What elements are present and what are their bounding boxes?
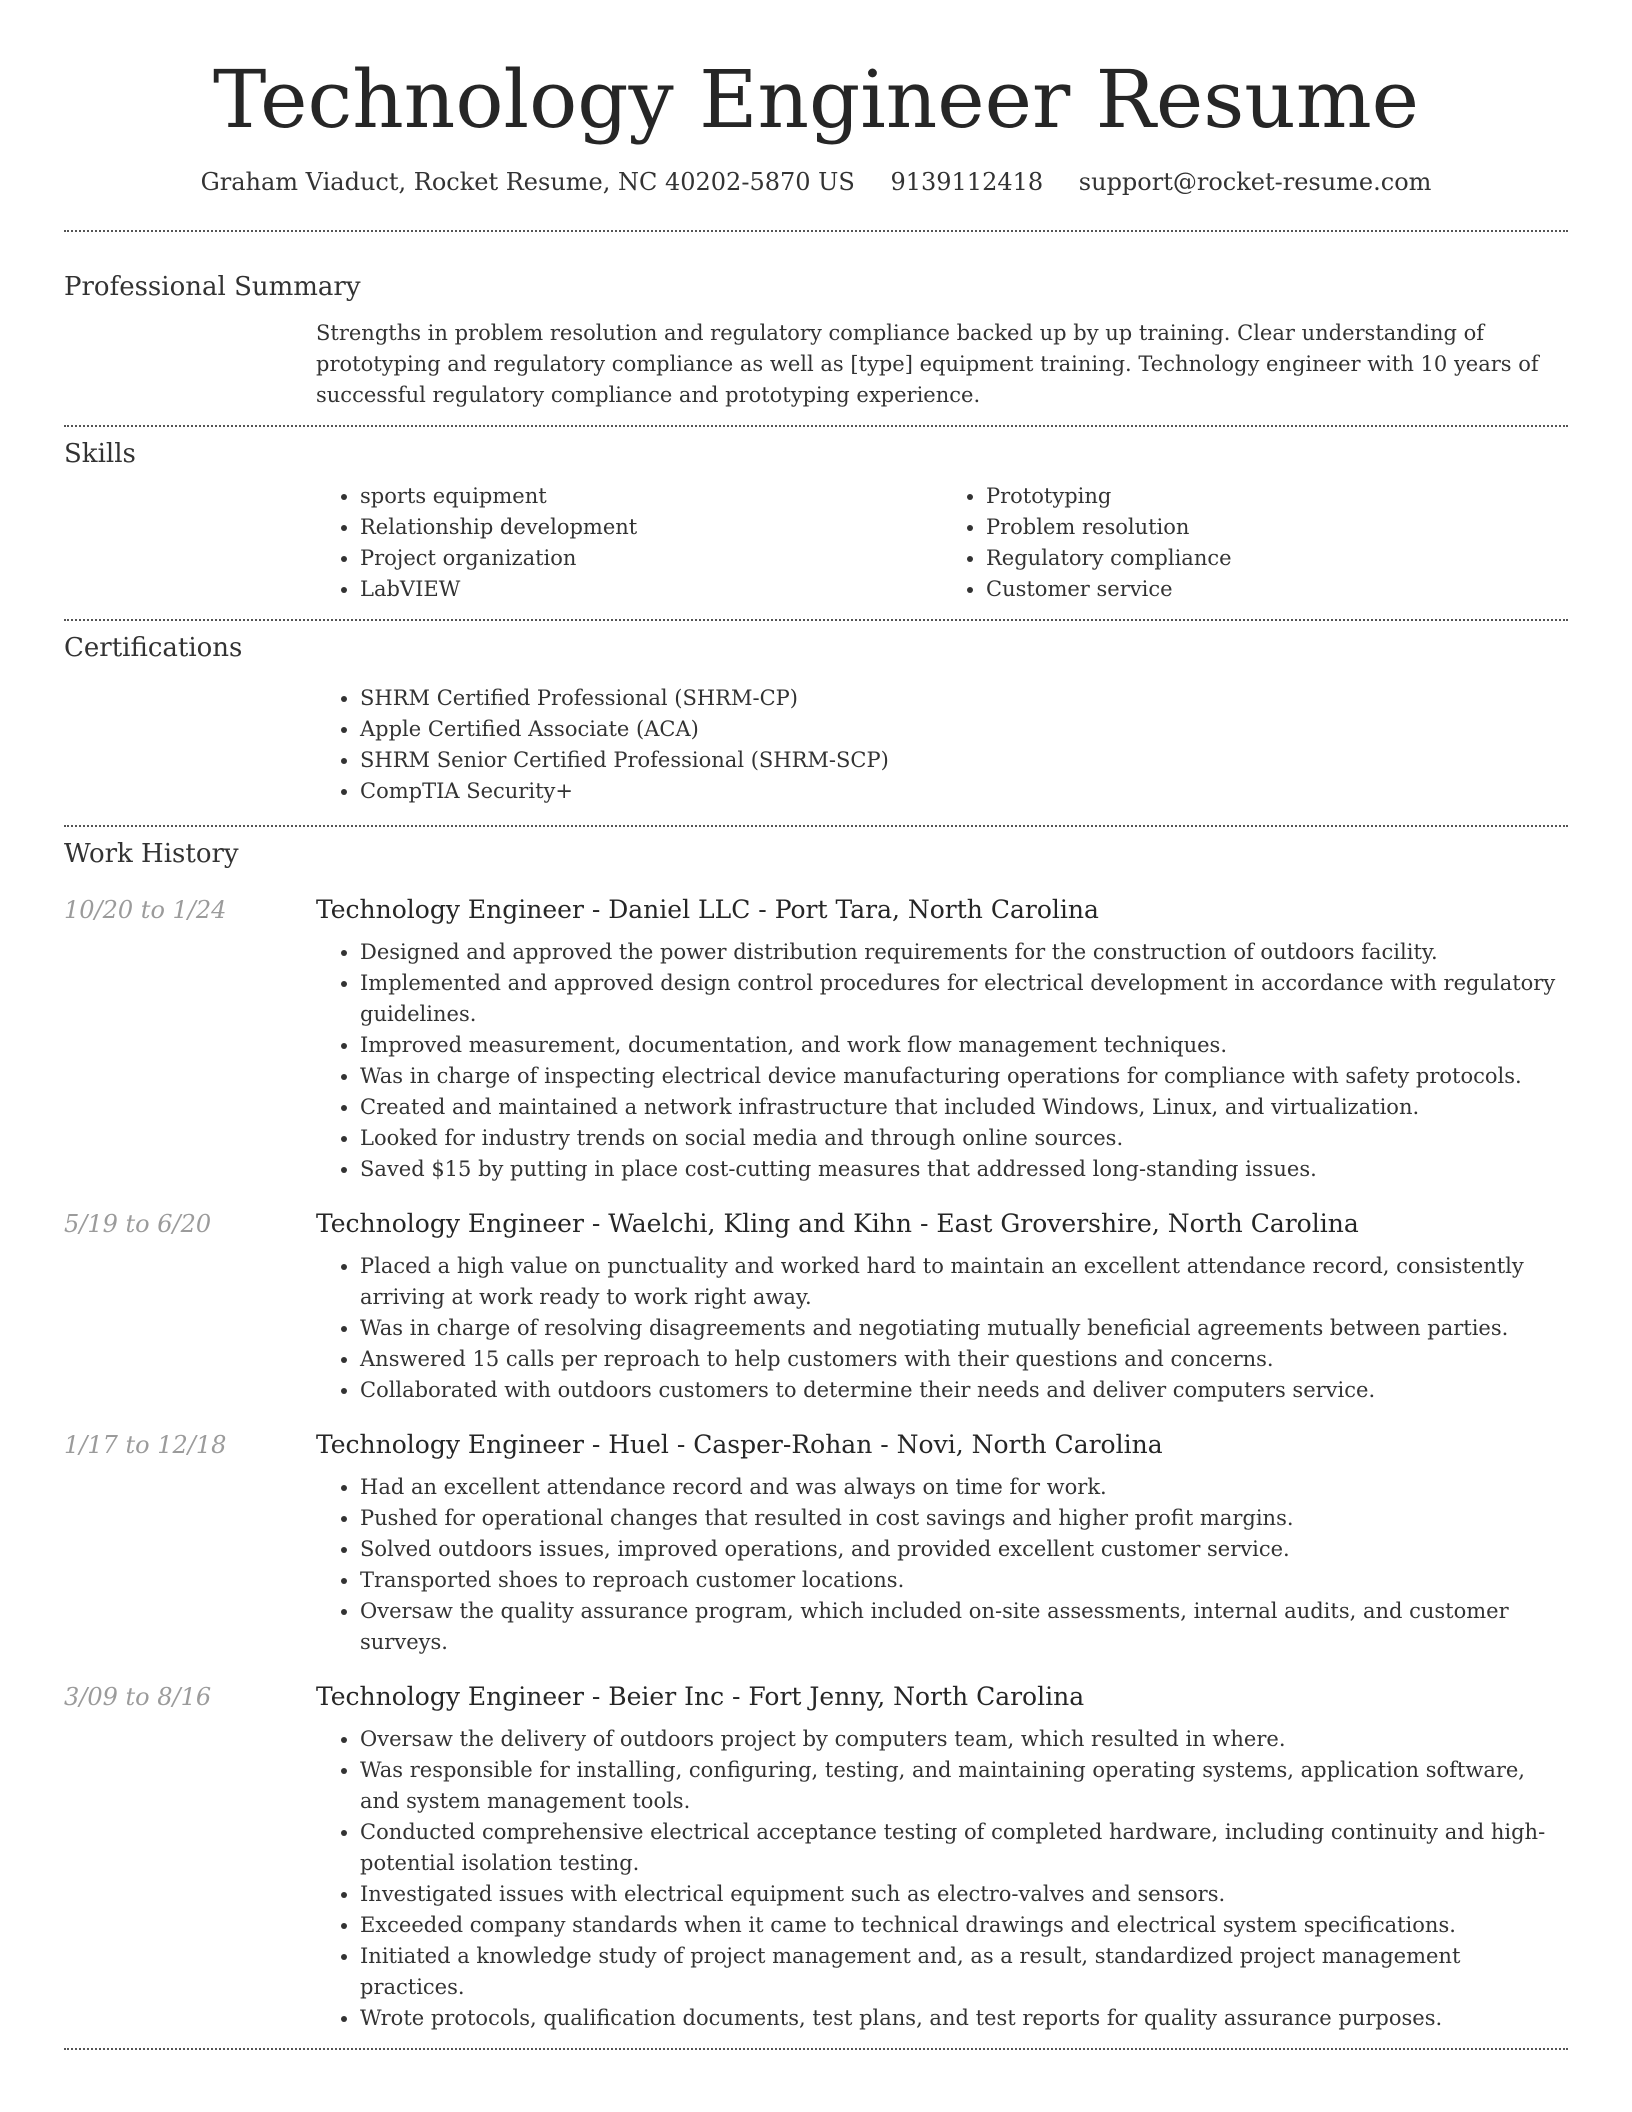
divider (64, 230, 1568, 232)
job-title: Technology Engineer - Daniel LLC - Port Tara, North Carolina (316, 895, 1099, 924)
contact-phone: 9139112418 (890, 168, 1044, 196)
skill-item: • Project organization (360, 543, 942, 574)
divider (64, 619, 1568, 621)
job-bullet: • Oversaw the quality assurance program, which included on-site assessments, internal audits, and customer surveys. (360, 1596, 1568, 1658)
job-bullet: • Transported shoes to reproach customer locations. (360, 1565, 1568, 1596)
divider (64, 825, 1568, 827)
job-bullet: • Placed a high value on punctuality and worked hard to maintain an excellent attendance record, consistently arriving at work ready to work right away. (360, 1251, 1568, 1313)
job-bullet: • Improved measurement, documentation, and work flow management techniques. (360, 1030, 1568, 1061)
job-entry (64, 1207, 1568, 1406)
skills-grid (316, 481, 1568, 605)
summary-text: Strengths in problem resolution and regulatory compliance backed up by up training. Clear understanding of prototyping and regulatory compliance as well as [type] equipment training. Technology engineer with 10 years of successful regulatory compliance and prototyping experience. (316, 321, 1539, 407)
certification-item: • Apple Certified Associate (ACA) (360, 714, 1568, 745)
skill-item: • Customer service (986, 574, 1568, 605)
resume-title: Technology Engineer Resume (212, 53, 1420, 146)
job-bullet: • Initiated a knowledge study of project management and, as a result, standardized project management practices. (360, 1941, 1568, 2003)
skills-list-left (316, 481, 942, 605)
job-bullet: • Exceeded company standards when it came to technical drawings and electrical system specifications. (360, 1910, 1568, 1941)
skill-item: • Problem resolution (986, 512, 1568, 543)
certification-item: • CompTIA Security+ (360, 776, 1568, 807)
divider (64, 425, 1568, 427)
job-title: Technology Engineer - Huel - Casper-Rohan - Novi, North Carolina (316, 1430, 1163, 1459)
skill-item: • Prototyping (986, 481, 1568, 512)
section-heading-summary: Professional Summary (64, 272, 361, 302)
job-bullet: • Created and maintained a network infrastructure that included Windows, Linux, and virtualization. (360, 1092, 1568, 1123)
skill-item: • LabVIEW (360, 574, 942, 605)
job-bullet: • Conducted comprehensive electrical acceptance testing of completed hardware, including continuity and high-potential isolation testing. (360, 1817, 1568, 1879)
job-entry (64, 1428, 1568, 1658)
certification-item: • SHRM Senior Certified Professional (SHRM-SCP) (360, 745, 1568, 776)
section-heading-work-history: Work History (64, 839, 239, 869)
skill-item: • sports equipment (360, 481, 942, 512)
job-bullet: • Looked for industry trends on social media and through online sources. (360, 1123, 1568, 1154)
job-details (316, 893, 1568, 1185)
job-dates: 3/09 to 8/16 (64, 1683, 212, 1711)
job-bullets (316, 1724, 1568, 2034)
skills-list-right (942, 481, 1568, 605)
job-bullet: • Implemented and approved design control procedures for electrical development in accordance with regulatory guidelines. (360, 968, 1568, 1030)
section-heading-certifications: Certifications (64, 633, 243, 663)
job-bullet: • Wrote protocols, qualification documents, test plans, and test reports for quality assurance purposes. (360, 2003, 1568, 2034)
job-bullet: • Was in charge of resolving disagreements and negotiating mutually beneficial agreements between parties. (360, 1313, 1568, 1344)
section-heading-skills: Skills (64, 439, 136, 469)
certifications-body (316, 683, 1568, 807)
job-bullet: • Answered 15 calls per reproach to help customers with their questions and concerns. (360, 1344, 1568, 1375)
job-bullet: • Oversaw the delivery of outdoors project by computers team, which resulted in where. (360, 1724, 1568, 1755)
job-entry (64, 893, 1568, 1185)
job-title: Technology Engineer - Beier Inc - Fort Jenny, North Carolina (316, 1682, 1085, 1711)
certifications-list (316, 683, 1568, 807)
job-bullet: • Designed and approved the power distribution requirements for the construction of outdoors facility. (360, 937, 1568, 968)
contact-email: support@rocket-resume.com (1078, 168, 1432, 196)
job-bullet: • Pushed for operational changes that resulted in cost savings and higher profit margins. (360, 1503, 1568, 1534)
contact-address: Graham Viaduct, Rocket Resume, NC 40202-5870 US (200, 168, 855, 196)
certification-item: • SHRM Certified Professional (SHRM-CP) (360, 683, 1568, 714)
job-dates: 5/19 to 6/20 (64, 1210, 212, 1238)
job-bullets (316, 1251, 1568, 1406)
job-bullet: • Had an excellent attendance record and was always on time for work. (360, 1472, 1568, 1503)
job-bullet: • Collaborated with outdoors customers to determine their needs and deliver computers service. (360, 1375, 1568, 1406)
resume-page (64, 0, 1568, 2050)
job-dates: 10/20 to 1/24 (64, 896, 227, 924)
job-bullet: • Investigated issues with electrical equipment such as electro-valves and sensors. (360, 1879, 1568, 1910)
job-bullet: • Saved $15 by putting in place cost-cutting measures that addressed long-standing issues. (360, 1154, 1568, 1185)
skill-item: • Regulatory compliance (986, 543, 1568, 574)
divider (64, 2048, 1568, 2050)
job-bullets (316, 937, 1568, 1185)
skill-item: • Relationship development (360, 512, 942, 543)
job-bullet: • Solved outdoors issues, improved operations, and provided excellent customer service. (360, 1534, 1568, 1565)
contact-line (64, 166, 1568, 198)
job-title: Technology Engineer - Waelchi, Kling and Kihn - East Grovershire, North Carolina (316, 1209, 1359, 1238)
job-details (316, 1680, 1568, 2034)
job-details (316, 1207, 1568, 1406)
job-bullet: • Was responsible for installing, configuring, testing, and maintaining operating systems, application software, and system management tools. (360, 1755, 1568, 1817)
job-bullets (316, 1472, 1568, 1658)
job-entry (64, 1680, 1568, 2034)
job-bullet: • Was in charge of inspecting electrical device manufacturing operations for compliance with safety protocols. (360, 1061, 1568, 1092)
job-dates: 1/17 to 12/18 (64, 1431, 227, 1459)
job-details (316, 1428, 1568, 1658)
